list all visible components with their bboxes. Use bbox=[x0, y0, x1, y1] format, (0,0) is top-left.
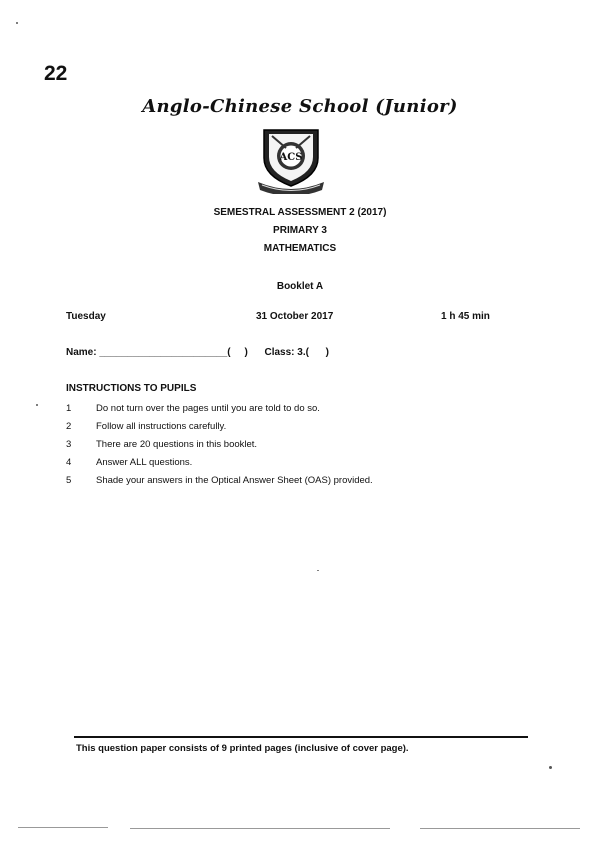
instruction-item bbox=[66, 454, 373, 472]
exam-date: 31 October 2017 bbox=[256, 311, 334, 322]
instruction-item bbox=[66, 418, 373, 436]
school-crest-icon bbox=[256, 124, 326, 194]
instruction-number: 5 bbox=[66, 475, 72, 486]
page-number: 22 bbox=[44, 62, 68, 85]
scan-line bbox=[130, 828, 390, 829]
instruction-item bbox=[66, 436, 373, 454]
name-class-field: Name: _______________________( ) Class: 3.( ) bbox=[66, 347, 329, 358]
scan-speck bbox=[549, 766, 552, 769]
booklet-label: Booklet A bbox=[276, 281, 324, 292]
level: PRIMARY 3 bbox=[273, 225, 327, 236]
instruction-text: Shade your answers in the Optical Answer Sheet (OAS) provided. bbox=[96, 475, 373, 486]
school-name: Anglo-Chinese School (Junior) bbox=[142, 96, 458, 117]
instruction-number: 2 bbox=[66, 421, 72, 432]
instruction-text: There are 20 questions in this booklet. bbox=[96, 439, 258, 450]
crest-letters: ACS bbox=[279, 152, 303, 163]
instruction-text: Answer ALL questions. bbox=[96, 457, 193, 468]
instruction-number: 4 bbox=[66, 457, 72, 468]
instructions-list bbox=[66, 400, 373, 490]
exam-duration: 1 h 45 min bbox=[441, 311, 490, 322]
assessment-title: SEMESTRAL ASSESSMENT 2 (2017) bbox=[213, 207, 387, 218]
instruction-number: 1 bbox=[66, 403, 72, 414]
exam-day: Tuesday bbox=[66, 311, 106, 322]
instruction-item bbox=[66, 472, 373, 490]
footer-divider bbox=[74, 736, 528, 738]
instruction-item bbox=[66, 400, 373, 418]
instructions-heading: INSTRUCTIONS TO PUPILS bbox=[66, 383, 197, 394]
scan-speck bbox=[317, 570, 319, 571]
instruction-text: Do not turn over the pages until you are told to do so. bbox=[96, 403, 320, 414]
scan-speck bbox=[36, 404, 38, 406]
scan-speck bbox=[16, 22, 18, 24]
scan-line bbox=[420, 828, 580, 829]
subject: MATHEMATICS bbox=[263, 243, 337, 254]
page-count-note: This question paper consists of 9 printed pages (inclusive of cover page). bbox=[76, 743, 409, 754]
instruction-text: Follow all instructions carefully. bbox=[96, 421, 227, 432]
scan-line bbox=[18, 827, 108, 828]
instruction-number: 3 bbox=[66, 439, 72, 450]
